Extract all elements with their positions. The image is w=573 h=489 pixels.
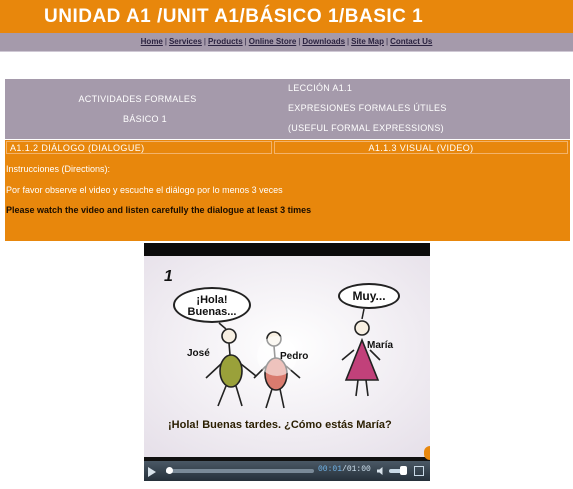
bubble-jose-line2: Buenas... xyxy=(187,306,237,318)
video-controls xyxy=(144,461,430,481)
lesson-activity-cell xyxy=(5,79,285,139)
top-navigation xyxy=(0,33,573,51)
current-time: 00:01 xyxy=(318,465,343,474)
nav-link-downloads[interactable]: Downloads xyxy=(302,37,346,46)
page-title: UNIDAD A1 /UNIT A1/BÁSICO 1/BASIC 1 xyxy=(44,6,424,27)
character-name-maria: María xyxy=(367,340,394,351)
instructions-english: Please watch the video and listen carefully the dialogue at least 3 times xyxy=(6,205,312,215)
seek-bar[interactable] xyxy=(166,469,314,473)
nav-link-services[interactable]: Services xyxy=(168,37,202,46)
total-time: 01:00 xyxy=(346,465,371,474)
volume-icon[interactable] xyxy=(376,466,386,476)
nav-link-contact-us[interactable]: Contact Us xyxy=(390,37,433,46)
divider xyxy=(0,51,573,52)
header-banner xyxy=(0,0,573,33)
bubble-jose-line1: ¡Hola! xyxy=(196,294,228,306)
lesson-number-label: LECCIÓN A1.1 xyxy=(288,83,353,93)
nav-link-site-map[interactable]: Site Map xyxy=(351,37,385,46)
nav-separator: | xyxy=(203,37,206,46)
speech-bubble-jose xyxy=(173,287,251,323)
character-name-jose: José xyxy=(187,348,210,359)
volume-handle[interactable] xyxy=(400,466,407,475)
instructions-spanish: Por favor observe el video y escuche el diálogo por lo menos 3 veces xyxy=(6,185,283,195)
nav-separator: | xyxy=(244,37,247,46)
lesson-title-english: (USEFUL FORMAL EXPRESSIONS) xyxy=(288,123,444,133)
nav-separator: | xyxy=(386,37,389,46)
video-top-bar xyxy=(144,243,430,256)
speech-bubble-maria: Muy... xyxy=(338,283,400,309)
nav-separator: | xyxy=(164,37,167,46)
seek-handle[interactable] xyxy=(166,467,173,474)
character-name-pedro: Pedro xyxy=(280,351,309,362)
slide-number: 1 xyxy=(162,268,175,285)
nav-separator: | xyxy=(347,37,350,46)
instructions-heading: Instrucciones (Directions): xyxy=(6,164,111,174)
lesson-header-box xyxy=(5,79,570,139)
nav-link-online-store[interactable]: Online Store xyxy=(248,37,297,46)
video-player[interactable] xyxy=(144,243,430,481)
tab-dialogue[interactable]: A1.1.2 DIÁLOGO (DIALOGUE) xyxy=(6,141,272,154)
nav-link-products[interactable]: Products xyxy=(207,37,243,46)
nav-separator: | xyxy=(298,37,301,46)
activity-type-label: ACTIVIDADES FORMALES xyxy=(78,94,197,104)
fullscreen-icon[interactable] xyxy=(414,466,424,476)
section-tabs xyxy=(5,140,570,156)
activity-level-label: BÁSICO 1 xyxy=(123,114,167,124)
play-icon[interactable] xyxy=(148,467,156,477)
lesson-title-spanish: EXPRESIONES FORMALES ÚTILES xyxy=(288,103,447,113)
nav-link-home[interactable]: Home xyxy=(140,37,163,46)
instructions-panel xyxy=(5,156,570,241)
orange-decoration xyxy=(424,446,430,460)
tab-visual-video[interactable]: A1.1.3 VISUAL (VIDEO) xyxy=(274,141,568,154)
time-readout: 00:01/01:00 xyxy=(318,465,371,474)
video-subtitle: ¡Hola! Buenas tardes. ¿Cómo estás María? xyxy=(168,419,392,431)
